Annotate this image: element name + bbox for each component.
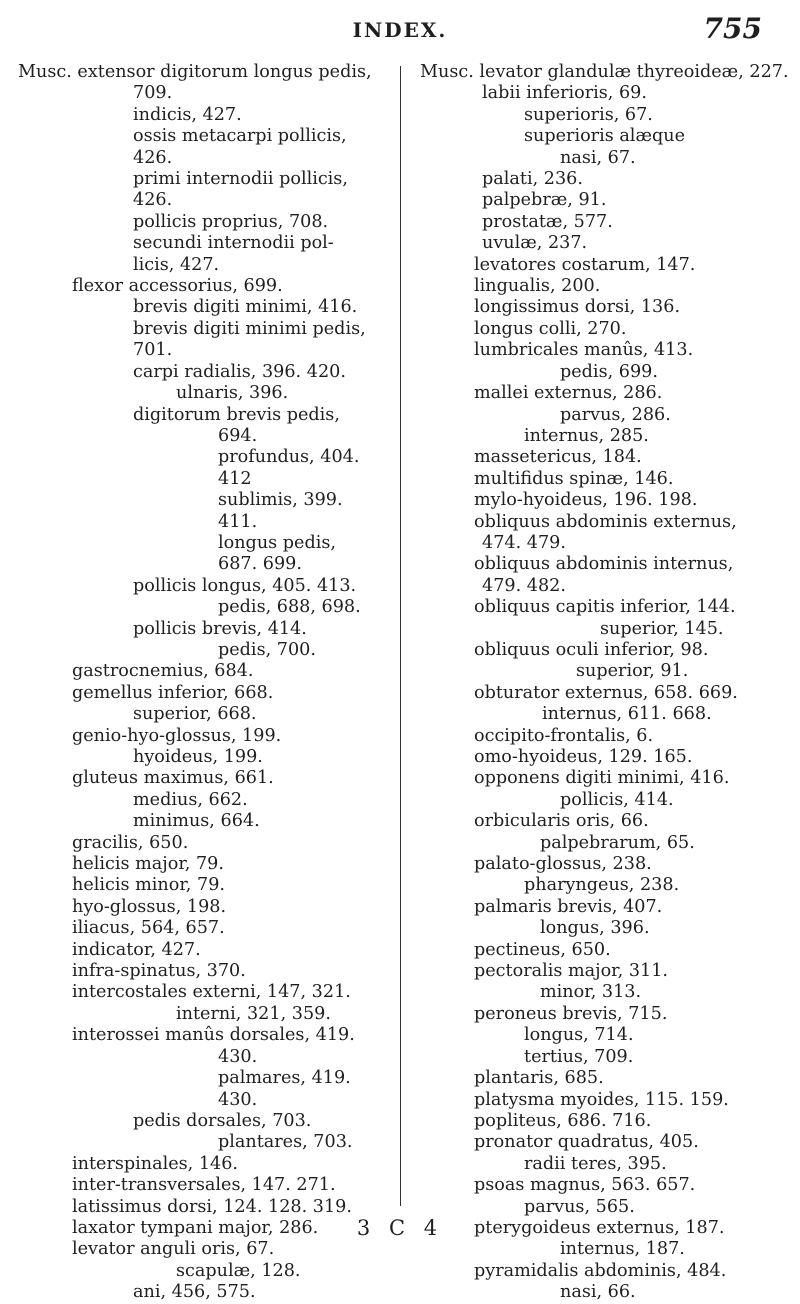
index-entry: 426.	[133, 147, 173, 168]
index-entry: hyoideus, 199.	[133, 747, 263, 767]
index-entry: 430.	[218, 1089, 258, 1110]
index-entry: gemellus inferior, 668.	[72, 682, 274, 703]
index-entry: pedis dorsales, 703.	[133, 1110, 312, 1131]
index-entry: obliquus abdominis externus,	[474, 511, 737, 532]
index-entry: licis, 427.	[133, 254, 220, 275]
index-entry: nasi, 67.	[560, 147, 636, 168]
index-entry: pterygoideus externus, 187.	[474, 1217, 725, 1238]
index-entry: 479. 482.	[482, 575, 566, 596]
index-entry: pollicis proprius, 708.	[133, 211, 329, 232]
index-entry: opponens digiti minimi, 416.	[474, 768, 730, 789]
index-entry: pollicis brevis, 414.	[133, 618, 307, 639]
column-divider	[400, 66, 401, 1206]
index-entry: peroneus brevis, 715.	[474, 1003, 668, 1024]
index-entry: gluteus maximus, 661.	[72, 768, 274, 789]
index-column-right	[420, 62, 792, 1304]
index-entry: parvus, 565.	[524, 1196, 635, 1217]
index-entry: medius, 662.	[133, 789, 248, 810]
index-entry: parvus, 286.	[560, 404, 671, 425]
index-entry: pollicis longus, 405. 413.	[133, 575, 357, 596]
index-entry: 709.	[133, 83, 173, 104]
index-entry: uvulæ, 237.	[482, 233, 588, 254]
index-entry: brevis digiti minimi pedis,	[133, 318, 366, 339]
index-entry: gracilis, 650.	[72, 832, 189, 853]
index-entry: palpebræ, 91.	[482, 190, 607, 211]
index-entry: iliacus, 564, 657.	[72, 918, 225, 939]
index-entry: 687. 699.	[218, 554, 302, 575]
index-entry: pedis, 700.	[218, 639, 316, 660]
index-entry: pronator quadratus, 405.	[474, 1132, 699, 1153]
running-head-title: INDEX.	[352, 18, 448, 42]
index-entry: plantaris, 685.	[474, 1068, 604, 1089]
index-entry: pectoralis major, 311.	[474, 961, 669, 982]
index-entry: pectineus, 650.	[474, 939, 611, 960]
index-entry: infra-spinatus, 370.	[72, 961, 246, 982]
index-entry: obliquus abdominis internus,	[474, 554, 734, 575]
index-entry: superior, 91.	[576, 661, 689, 682]
index-entry: prostatæ, 577.	[482, 211, 613, 232]
index-entry: 701.	[133, 340, 173, 361]
page-number: 755	[703, 12, 762, 45]
printer-signature-mark: 3 C 4	[356, 1216, 444, 1240]
index-entry: Musc. extensor digitorum longus pedis,	[18, 62, 372, 82]
index-entry: laxator tympani major, 286.	[72, 1217, 319, 1238]
index-entry: pyramidalis abdominis, 484.	[474, 1260, 727, 1281]
index-entry: levator anguli oris, 67.	[72, 1239, 275, 1260]
index-entry: obturator externus, 658. 669.	[474, 682, 738, 703]
index-entry: primi internodii pollicis,	[133, 169, 348, 190]
index-entry: palato-glossus, 238.	[474, 854, 652, 875]
index-entry: pollicis, 414.	[560, 789, 674, 810]
index-entry: orbicularis oris, 66.	[474, 811, 649, 832]
index-entry: palmaris brevis, 407.	[474, 896, 663, 917]
index-entry: longissimus dorsi, 136.	[474, 297, 681, 318]
index-entry: popliteus, 686. 716.	[474, 1110, 652, 1131]
index-entry: hyo-glossus, 198.	[72, 896, 227, 917]
index-entry: occipito-frontalis, 6.	[474, 725, 654, 746]
index-entry: massetericus, 184.	[474, 447, 642, 468]
index-entry: carpi radialis, 396. 420.	[133, 361, 346, 382]
index-entry: longus colli, 270.	[474, 318, 627, 339]
index-entry: pedis, 688, 698.	[218, 597, 361, 618]
index-entry: secundi internodii pol-	[133, 233, 334, 254]
index-entry: mallei externus, 286.	[474, 383, 663, 404]
index-entry: radii teres, 395.	[524, 1153, 667, 1174]
index-entry: interni, 321, 359.	[176, 1003, 331, 1024]
index-entry: internus, 611. 668.	[542, 704, 712, 725]
index-entry: palati, 236.	[482, 169, 583, 190]
index-entry: multifidus spinæ, 146.	[474, 468, 674, 489]
index-entry: gastrocnemius, 684.	[72, 661, 254, 682]
index-entry: interspinales, 146.	[72, 1153, 239, 1174]
index-entry: lumbricales manûs, 413.	[474, 340, 694, 361]
index-entry: levatores costarum, 147.	[474, 254, 696, 275]
index-entry: obliquus capitis inferior, 144.	[474, 597, 736, 618]
index-entry: lingualis, 200.	[474, 276, 601, 297]
index-entry: ossis metacarpi pollicis,	[133, 126, 347, 147]
index-entry: 474. 479.	[482, 532, 566, 553]
index-entry: labii inferioris, 69.	[482, 83, 647, 104]
index-entry: pedis, 699.	[560, 361, 658, 382]
index-entry: intercostales externi, 147, 321.	[72, 982, 351, 1003]
index-entry: plantares, 703.	[218, 1132, 353, 1153]
index-entry: scapulæ, 128.	[176, 1260, 301, 1281]
index-entry: minor, 313.	[540, 982, 642, 1003]
index-entry: superioris, 67.	[524, 104, 653, 125]
index-entry: genio-hyo-glossus, 199.	[72, 725, 282, 746]
index-entry: 411.	[218, 511, 258, 532]
index-entry: psoas magnus, 563. 657.	[474, 1175, 696, 1196]
index-entry: mylo-hyoideus, 196. 198.	[474, 490, 698, 511]
index-entry: minimus, 664.	[133, 811, 260, 832]
index-entry: 430.	[218, 1046, 258, 1067]
index-entry: ani, 456, 575.	[133, 1282, 256, 1303]
index-entry: helicis major, 79.	[72, 854, 224, 875]
index-entry: 426.	[133, 190, 173, 211]
index-entry: 694.	[218, 425, 258, 446]
index-entry: ulnaris, 396.	[176, 383, 289, 404]
index-entry: sublimis, 399.	[218, 490, 343, 511]
index-entry: tertius, 709.	[524, 1046, 634, 1067]
index-entry: inter-transversales, 147. 271.	[72, 1175, 336, 1196]
index-entry: platysma myoides, 115. 159.	[474, 1089, 729, 1110]
index-entry: superior, 668.	[133, 704, 257, 725]
index-entry: pharyngeus, 238.	[524, 875, 680, 896]
index-entry: superioris alæque	[524, 126, 685, 147]
index-entry: palpebrarum, 65.	[540, 832, 695, 853]
index-entry: longus, 714.	[524, 1025, 634, 1046]
index-entry: longus, 396.	[540, 918, 650, 939]
index-entry: profundus, 404.	[218, 447, 360, 468]
index-entry: internus, 285.	[524, 425, 649, 446]
index-entry: interossei manûs dorsales, 419.	[72, 1025, 355, 1046]
index-entry: indicis, 427.	[133, 104, 242, 125]
index-entry: nasi, 66.	[560, 1282, 636, 1303]
index-entry: flexor accessorius, 699.	[72, 276, 283, 297]
index-entry: brevis digiti minimi, 416.	[133, 297, 358, 318]
index-entry: digitorum brevis pedis,	[133, 404, 340, 425]
index-entry: superior, 145.	[600, 618, 724, 639]
index-entry: indicator, 427.	[72, 939, 201, 960]
index-column-left	[18, 62, 398, 1304]
index-entry: omo-hyoideus, 129. 165.	[474, 747, 693, 767]
index-entry: helicis minor, 79.	[72, 875, 225, 896]
index-entry: latissimus dorsi, 124. 128. 319.	[72, 1196, 352, 1217]
index-entry: 412	[218, 468, 252, 489]
index-entry: palmares, 419.	[218, 1068, 351, 1089]
index-entry: longus pedis,	[218, 532, 336, 553]
index-entry: obliquus oculi inferior, 98.	[474, 639, 709, 660]
index-entry: internus, 187.	[560, 1239, 685, 1260]
index-entry: Musc. levator glandulæ thyreoideæ, 227.	[420, 62, 789, 82]
